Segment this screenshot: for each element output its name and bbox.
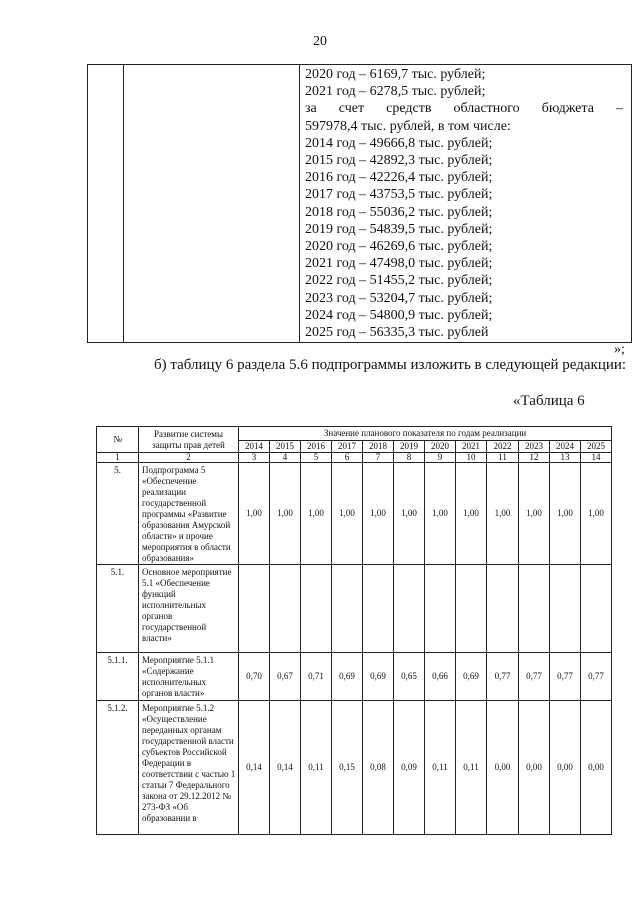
row-value: 0,00	[519, 701, 550, 835]
column-number: 5	[301, 453, 332, 463]
regional-line: 2014 год – 49666,8 тыс. рублей;	[305, 135, 493, 151]
regional-budget-total: 597978,4 тыс. рублей, в том числе:	[305, 118, 511, 134]
indicators-table	[96, 426, 612, 835]
column-number: 4	[270, 453, 301, 463]
row-value	[425, 565, 456, 653]
row-value	[550, 565, 581, 653]
finance-line: 2020 год – 6169,7 тыс. рублей;	[305, 67, 486, 82]
table-row	[97, 701, 612, 835]
row-value: 1,00	[550, 463, 581, 565]
row-value	[519, 565, 550, 653]
row-value: 0,15	[332, 701, 363, 835]
table-row	[97, 653, 612, 701]
year-header: 2020	[425, 441, 456, 453]
year-header: 2015	[270, 441, 301, 453]
instruction-text: б) таблицу 6 раздела 5.6 подпрограммы изложить в следующей редакции:	[154, 357, 627, 373]
regional-line: 2025 год – 56335,3 тыс. рублей	[305, 325, 489, 341]
row-value: 0,77	[519, 653, 550, 701]
regional-line: 2020 год – 46269,6 тыс. рублей;	[305, 239, 493, 255]
row-value: 0,70	[239, 653, 270, 701]
regional-line: 2022 год – 51455,2 тыс. рублей;	[305, 273, 493, 289]
year-header: 2023	[519, 441, 550, 453]
column-number: 10	[456, 453, 487, 463]
row-value: 0,14	[239, 701, 270, 835]
year-header: 2024	[550, 441, 581, 453]
row-value: 0,11	[301, 701, 332, 835]
finance-line: 2021 год – 6278,5 тыс. рублей;	[305, 84, 486, 100]
year-header: 2025	[581, 441, 612, 453]
row-description: Мероприятие 5.1.1 «Содержание исполнительных органов власти»	[139, 653, 239, 701]
row-code: 5.1.2.	[97, 701, 139, 835]
row-value: 0,08	[363, 701, 394, 835]
regional-line: 2015 год – 42892,3 тыс. рублей;	[305, 153, 493, 169]
regional-line: 2019 год – 54839,5 тыс. рублей;	[305, 221, 493, 237]
table-title: «Таблица 6	[513, 393, 585, 409]
financing-table	[87, 64, 632, 343]
column-numbers-row	[97, 453, 612, 463]
row-value: 0,14	[270, 701, 301, 835]
row-value: 0,00	[581, 701, 612, 835]
row-value: 0,00	[487, 701, 519, 835]
row-value: 0,77	[581, 653, 612, 701]
row-value: 1,00	[487, 463, 519, 565]
row-description: Мероприятие 5.1.2 «Осуществление переданных органам государственной власти субъектов Российской Федерации в соответствии с частью 1 статьи 7 Федерального закона от 29.12.2012 № 273-ФЗ «Об образовании в	[139, 701, 239, 835]
regional-line: 2023 год – 53204,7 тыс. рублей;	[305, 290, 493, 306]
word: бюджета	[541, 101, 594, 117]
row-value: 0,69	[332, 653, 363, 701]
row-description: Основное мероприятие 5.1 «Обеспечение функций исполнительных органов государственной власти»	[139, 565, 239, 653]
row-value: 1,00	[270, 463, 301, 565]
row-value	[270, 565, 301, 653]
column-number: 8	[394, 453, 425, 463]
word: –	[615, 101, 623, 117]
row-value: 0,77	[550, 653, 581, 701]
column-number: 11	[487, 453, 519, 463]
column-number: 13	[550, 453, 581, 463]
column-number: 3	[239, 453, 270, 463]
row-value: 0,11	[425, 701, 456, 835]
year-header: 2017	[332, 441, 363, 453]
regional-line: 2024 год – 54800,9 тыс. рублей;	[305, 307, 493, 323]
row-value	[487, 565, 519, 653]
row-value: 0,67	[270, 653, 301, 701]
row-value: 0,77	[487, 653, 519, 701]
header-number: №	[97, 427, 139, 453]
closing-quote: »;	[614, 342, 625, 357]
row-value: 0,69	[456, 653, 487, 701]
row-value	[332, 565, 363, 653]
column-number: 14	[581, 453, 612, 463]
regional-line: 2018 год – 55036,2 тыс. рублей;	[305, 204, 493, 220]
row-value: 1,00	[363, 463, 394, 565]
row-code: 5.	[97, 463, 139, 565]
row-value: 1,00	[239, 463, 270, 565]
column-number: 7	[363, 453, 394, 463]
empty-cell-2	[124, 65, 300, 343]
row-value: 1,00	[425, 463, 456, 565]
year-header: 2021	[456, 441, 487, 453]
row-value: 0,71	[301, 653, 332, 701]
column-number: 12	[519, 453, 550, 463]
row-value: 0,66	[425, 653, 456, 701]
financing-text	[300, 65, 632, 343]
regional-line: 2017 год – 43753,5 тыс. рублей;	[305, 187, 493, 203]
year-header: 2014	[239, 441, 270, 453]
row-value	[456, 565, 487, 653]
regional-budget-heading	[300, 100, 631, 117]
row-value: 0,69	[363, 653, 394, 701]
table-row	[97, 565, 612, 653]
column-number: 1	[97, 453, 139, 463]
row-value: 1,00	[456, 463, 487, 565]
row-code: 5.1.	[97, 565, 139, 653]
year-header: 2022	[487, 441, 519, 453]
row-value	[581, 565, 612, 653]
page-number: 20	[313, 34, 327, 49]
row-value	[239, 565, 270, 653]
row-value: 0,00	[550, 701, 581, 835]
year-header: 2016	[301, 441, 332, 453]
word: средств	[386, 101, 432, 117]
row-value: 0,09	[394, 701, 425, 835]
regional-line: 2016 год – 42226,4 тыс. рублей;	[305, 170, 493, 186]
row-value: 1,00	[301, 463, 332, 565]
row-value	[363, 565, 394, 653]
word: областного	[453, 101, 520, 117]
row-value: 1,00	[581, 463, 612, 565]
row-description: Подпрограмма 5 «Обеспечение реализации государственной программы «Развитие образования Амурской области» и прочие мероприятия в области образования»	[139, 463, 239, 565]
row-value	[394, 565, 425, 653]
row-value	[301, 565, 332, 653]
header-system: Развитие системы защиты прав детей	[139, 427, 239, 453]
regional-line: 2021 год – 47498,0 тыс. рублей;	[305, 256, 493, 272]
year-header: 2019	[394, 441, 425, 453]
row-value: 1,00	[394, 463, 425, 565]
row-value: 0,65	[394, 653, 425, 701]
row-value: 1,00	[332, 463, 363, 565]
word: счет	[338, 101, 365, 117]
header-values-group: Значение планового показателя по годам реализации	[239, 427, 612, 441]
row-value: 1,00	[519, 463, 550, 565]
table-row	[97, 463, 612, 565]
column-number: 6	[332, 453, 363, 463]
column-number: 2	[139, 453, 239, 463]
empty-cell-1	[88, 65, 124, 343]
column-number: 9	[425, 453, 456, 463]
row-value: 0,11	[456, 701, 487, 835]
year-header: 2018	[363, 441, 394, 453]
word: за	[305, 101, 317, 117]
row-code: 5.1.1.	[97, 653, 139, 701]
